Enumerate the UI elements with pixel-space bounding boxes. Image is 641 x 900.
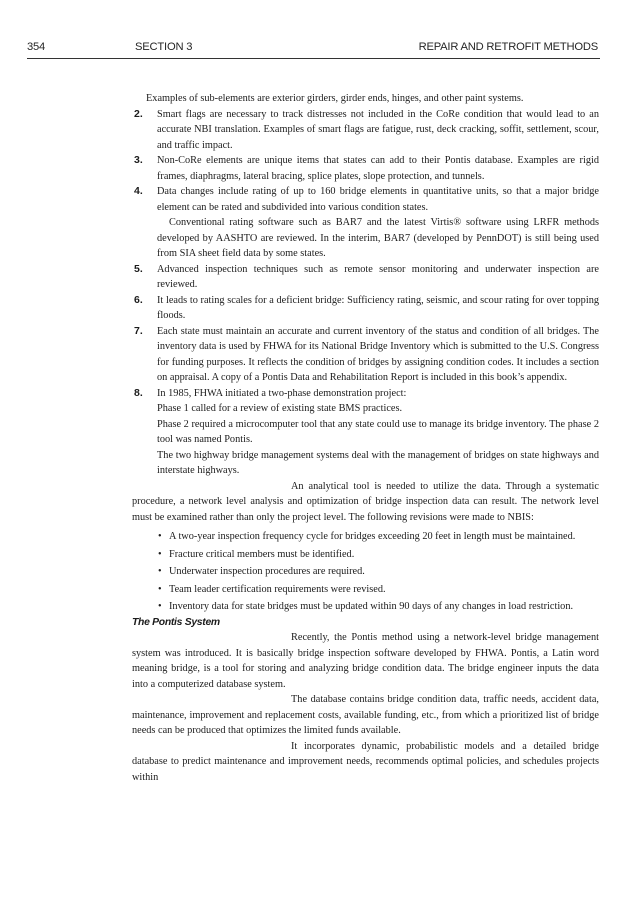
running-header [27,40,598,58]
intro-continuation: Examples of sub-elements are exterior girders, girder ends, hinges, and other paint systems. [146,93,524,104]
bullet-icon: • [158,566,162,577]
bullet-item [157,529,599,545]
header-rule [27,58,600,59]
list-item-6 [132,293,599,324]
bullet-text: Fracture critical members must be identified. [169,548,355,560]
item-number: 3. [134,154,143,166]
list-item-3 [132,153,599,184]
item-4-subparagraph: Conventional rating software such as BAR7 and the latest Virtis® software using LRFR methods developed by AASHTO are reviewed. In the interim, BAR7 (developed by PennDOT) is still being used from SIA sheet field data by some states. [157,217,599,259]
bullet-icon: • [158,548,162,560]
pontis-paragraph-1: Recently, the Pontis method using a network-level bridge management system was introduced. It is basically bridge inspection software developed by FHWA. Pontis, a Latin word meaning bridge, is a tool for storing and analyzing bridge condition data. The bridge engineer inputs the data into a computerized database system. [132,632,599,690]
bullet-text: Team leader certification requirements were revised. [169,583,386,595]
pontis-paragraph-3: It incorporates dynamic, probabilistic models and a detailed bridge database to predict maintenance and improvement needs, recommends optimal policies, and schedules projects within [132,740,599,783]
item-number: 2. [134,107,143,120]
item-number: 4. [134,185,143,197]
phase-2-text: Phase 2 required a microcomputer tool that any state could use to manage its bridge inventory. The phase 2 tool was named Pontis. [157,418,599,445]
list-item-7 [132,324,599,386]
section-label: SECTION 3 [135,41,193,53]
item-number: 5. [134,262,143,275]
bullet-item [157,582,599,598]
item-text: Smart flags are necessary to track distresses not included in the CoRe condition that would lead to an accurate NBI translation. Examples of smart flags are fatigue, rust, deck cracking, soffit, settlement, scour, and traffic impact. [157,108,599,151]
management-systems-text: The two highway bridge management systems deal with the management of bridges on state highways and interstate highways. [157,449,599,476]
nbis-revisions-list [132,529,599,615]
bullet-item [157,547,599,563]
pontis-section-heading: The Pontis System [132,616,220,628]
bullet-icon: • [158,601,162,612]
page-body [132,91,599,785]
phase-1-text: Phase 1 called for a review of existing state BMS practices. [157,403,403,414]
list-item-4 [132,184,599,215]
pontis-paragraph-2: The database contains bridge condition data, traffic needs, accident data, maintenance, improvement and replacement costs, available funding, etc., from which a prioritized list of bridge needs can be produced that optimizes the limited funds available. [132,694,599,736]
bullet-icon: • [158,531,162,542]
running-title: REPAIR AND RETROFIT METHODS [418,41,598,53]
item-number: 6. [134,293,143,306]
bullet-item [157,564,599,580]
analytical-paragraph: An analytical tool is needed to utilize the data. Through a systematic procedure, a network level analysis and optimization of bridge inspection data can result. The network level must be examined rather than only the project level. The following revisions were made to NBIS: [132,480,599,523]
bullet-text: Underwater inspection procedures are required. [169,566,365,577]
page-number: 354 [27,41,46,53]
item-number: 7. [134,324,143,337]
item-text: Non-CoRe elements are unique items that states can add to their Pontis database. Examples are rigid frames, diaphragms, lateral bracing, splice plates, slope protection, and tunnels. [157,155,599,182]
bullet-icon: • [158,583,162,595]
item-text: Each state must maintain an accurate and current inventory of the status and condition of all bridges. The inventory data is used by FHWA for its National Bridge Inventory which is submitted to the U.S. Congress for funding purposes. It reflects the condition of bridges by assigning condition codes. It includes a section on appraisal. A copy of a Pontis Data and Rehabilitation Report is included in this book’s appendix. [157,325,599,383]
item-number: 8. [134,386,143,399]
item-text: It leads to rating scales for a deficient bridge: Sufficiency rating, seismic, and scour rating for over topping floods. [157,294,599,321]
list-item-5 [132,262,599,293]
item-text: Data changes include rating of up to 160 bridge elements in quantitative units, so that a major bridge element can be rated and subdivided into various condition states. [157,186,599,213]
list-item-2 [132,107,599,154]
bullet-item [157,599,599,615]
item-text: In 1985, FHWA initiated a two-phase demonstration project: [157,387,407,399]
item-text: Advanced inspection techniques such as remote sensor monitoring and underwater inspection are reviewed. [157,263,599,290]
bullet-text: Inventory data for state bridges must be updated within 90 days of any changes in load restriction. [169,601,574,612]
bullet-text: A two-year inspection frequency cycle for bridges exceeding 20 feet in length must be maintained. [169,531,576,542]
list-item-8 [132,386,599,402]
